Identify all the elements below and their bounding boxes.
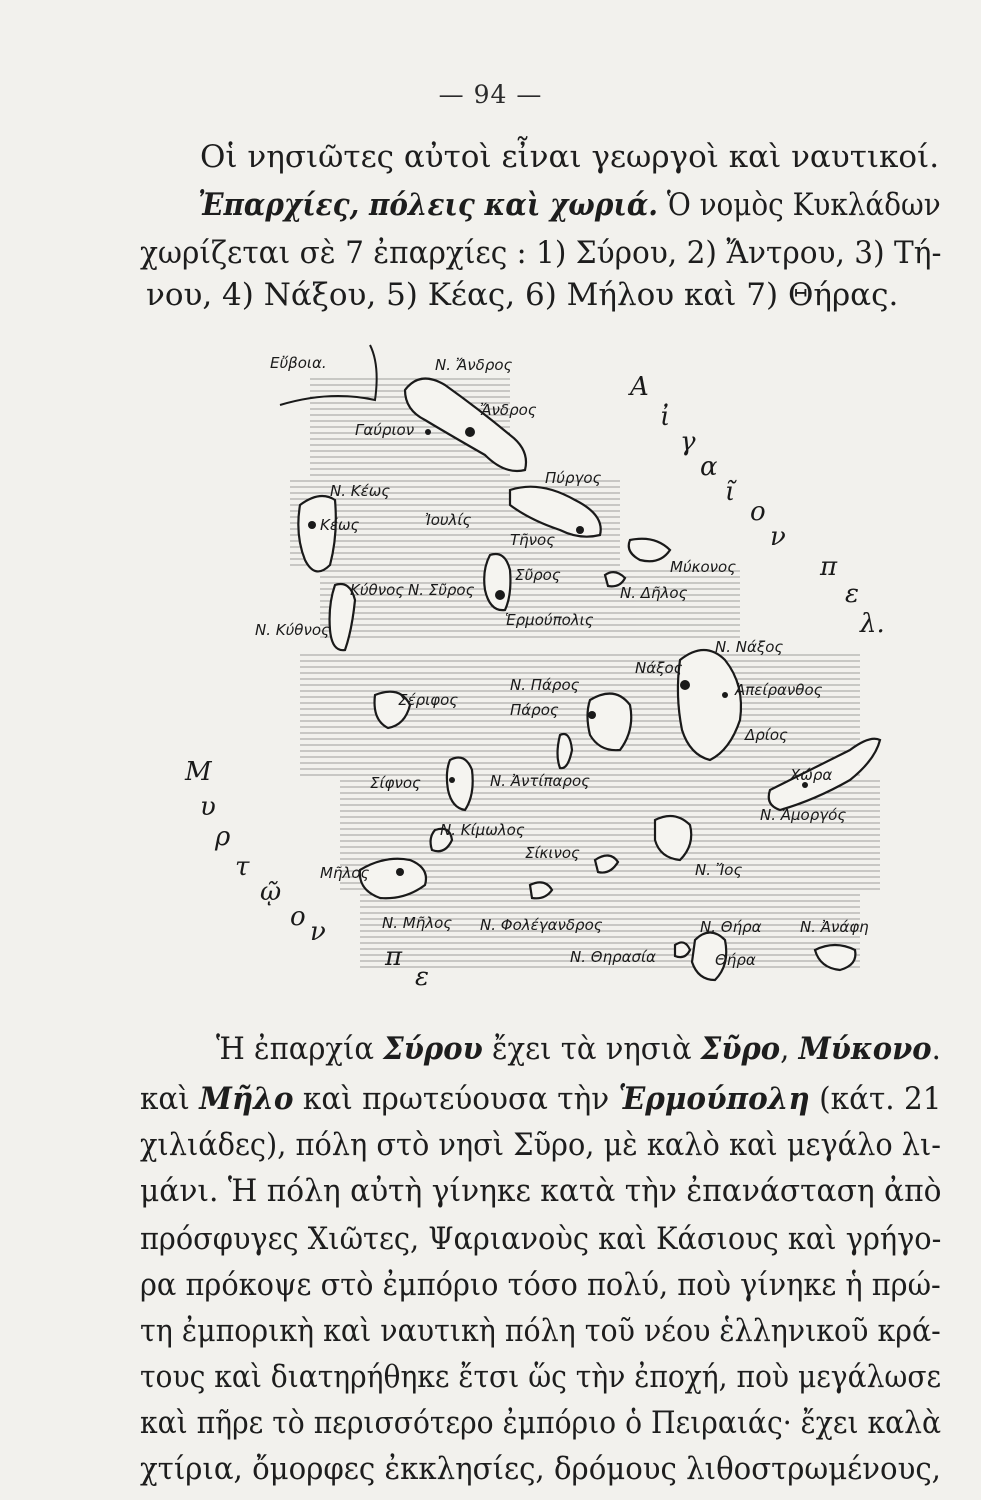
svg-text:α: α — [700, 452, 718, 482]
label-n-andros: Ν. Ἄνδρος — [435, 356, 513, 374]
text-line: τη ἐμπορικὴ καὶ ναυτικὴ πόλη τοῦ νέου ἑλληνικοῦ κρά- — [140, 1313, 941, 1349]
label-n-syros: Ν. Σῦρος — [408, 581, 475, 599]
text-line: τους καὶ διατηρήθηκε ἔτσι ὥς τὴν ἐποχή, ποὺ μεγάλωσε — [140, 1359, 942, 1395]
label-sikinos: Σίκινος — [525, 844, 580, 862]
svg-text:γ: γ — [680, 427, 696, 457]
label-mykonos: Μύκονος — [670, 558, 736, 576]
svg-text:λ.: λ. — [860, 609, 885, 639]
section-heading: Ἐπαρχίες, πόλεις καὶ χωριά. — [198, 187, 658, 223]
label-n-milos: Ν. Μῆλος — [382, 914, 453, 932]
paros-town-marker — [588, 711, 596, 719]
label-thira: Θήρα — [715, 951, 756, 969]
svg-text:ρ: ρ — [215, 822, 231, 852]
label-n-paros: Ν. Πάρος — [510, 676, 580, 694]
text-span: (κάτ. 21 — [809, 1081, 942, 1117]
svg-text:ν: ν — [310, 917, 326, 947]
svg-text:Α: Α — [630, 372, 649, 402]
emphasis: Ἑρμούπολη — [618, 1081, 810, 1117]
svg-text:Μ: Μ — [185, 757, 212, 787]
text-span: καὶ πρωτεύουσα τὴν — [293, 1081, 619, 1117]
text-line: χτίρια, ὄμορφες ἐκκλησίες, δρόμους λιθοστρωμένους, — [140, 1451, 941, 1487]
label-kythnos: Κύθνος — [350, 581, 405, 599]
text-line: Οἱ νησιῶτες αὐτοὶ εἶναι γεωργοὶ καὶ ναυτικοί. — [200, 139, 940, 175]
sifnos-town-marker — [449, 777, 455, 783]
label-n-keos: Ν. Κέως — [330, 482, 391, 500]
ermoupolis-marker — [495, 590, 505, 600]
paros-island — [588, 694, 632, 751]
label-n-amorgos: Ν. Ἀμοργός — [760, 806, 847, 824]
svg-text:ῖ: ῖ — [725, 477, 736, 507]
label-chora: Χώρα — [790, 766, 833, 784]
label-milos: Μῆλος — [320, 864, 370, 882]
label-delos: Ν. Δῆλος — [620, 584, 688, 602]
svg-text:π: π — [385, 942, 403, 972]
svg-text:π: π — [820, 552, 838, 582]
svg-text:ῷ: ῷ — [260, 877, 282, 907]
text-span: , — [780, 1031, 799, 1067]
label-ermoupolis: Ἑρμούπολις — [505, 611, 594, 629]
apeiranthos-marker — [722, 692, 728, 698]
label-evia: Εὔβοια. — [270, 354, 327, 372]
mykonos-island — [629, 539, 670, 562]
emphasis: Μύκονο — [798, 1031, 932, 1067]
label-gavrion: Γαύριον — [355, 421, 415, 439]
label-serifos: Σέριφος — [398, 691, 459, 709]
page-number: — 94 — — [438, 80, 543, 109]
cyclades-map — [160, 340, 920, 1000]
text-line: καὶ πῆρε τὸ περισσότερο ἐμπόριο ὁ Πειραιάς· ἔχει καλὰ — [140, 1405, 942, 1441]
text-line — [140, 1080, 941, 1118]
text-span: ἔχει τὰ νησιὰ — [482, 1031, 701, 1067]
text-line — [198, 186, 941, 224]
naxos-town-marker — [680, 680, 690, 690]
text-line — [216, 1030, 941, 1068]
svg-text:ε: ε — [415, 962, 429, 992]
label-sifnos: Σίφνος — [370, 774, 421, 792]
milos-town-marker — [396, 868, 404, 876]
label-n-thira: Ν. Θήρα — [700, 918, 762, 936]
emphasis: Σῦρο — [700, 1031, 781, 1067]
label-n-kimolos: Ν. Κίμωλος — [440, 821, 525, 839]
svg-text:ν: ν — [770, 522, 786, 552]
svg-text:υ: υ — [200, 792, 216, 822]
text-line: νου, 4) Νάξου, 5) Κέας, 6) Μήλου καὶ 7) Θήρας. — [146, 277, 899, 313]
emphasis: Μῆλο — [199, 1081, 294, 1117]
label-filoti: Δρίος — [745, 726, 788, 744]
tinos-town-marker — [576, 526, 584, 534]
gavrion-marker — [425, 429, 431, 435]
label-keos: Κέως — [320, 516, 360, 534]
text-line: χωρίζεται σὲ 7 ἐπαρχίες : 1) Σύρου, 2) Ἄντρου, 3) Τή- — [140, 235, 942, 271]
svg-text:ο: ο — [750, 497, 766, 527]
text-line: μάνι. Ἡ πόλη αὐτὴ γίνηκε κατὰ τὴν ἐπανάσταση ἀπὸ — [140, 1173, 942, 1209]
label-n-thirasia: Ν. Θηρασία — [570, 948, 656, 966]
label-naxos: Νάξος — [635, 659, 683, 677]
svg-text:ἰ: ἰ — [660, 402, 671, 432]
label-n-ios: Ν. Ἴος — [695, 861, 743, 879]
text-span: . — [931, 1031, 941, 1067]
svg-text:ε: ε — [845, 579, 859, 609]
emphasis: Σύρου — [383, 1031, 483, 1067]
label-pyrgos: Πύργος — [545, 469, 602, 487]
label-syros: Σῦρος — [515, 566, 561, 584]
svg-text:τ: τ — [235, 852, 250, 882]
label-n-folegandros: Ν. Φολέγανδρος — [480, 916, 603, 934]
svg-text:ο: ο — [290, 902, 306, 932]
text-span: καὶ — [140, 1081, 200, 1117]
text-span: Ὁ νομὸς Κυκλάδων — [657, 187, 941, 223]
label-n-anafi: Ν. Ἀνάφη — [800, 918, 869, 936]
label-apeiranthos: Ἀπείρανθος — [735, 681, 823, 699]
ioulis-marker — [308, 521, 316, 529]
label-paros: Πάρος — [510, 701, 559, 719]
label-tinos: Τῆνος — [510, 531, 556, 549]
andros-town-marker — [465, 427, 475, 437]
text-span: Ἡ ἐπαρχία — [216, 1031, 384, 1067]
label-n-kythnos: Ν. Κύθνος — [255, 621, 330, 639]
text-line: πρόσφυγες Χιῶτες, Ψαριανοὺς καὶ Κάσιους καὶ γρήγο- — [140, 1221, 942, 1257]
label-andros: Ἄνδρος — [480, 401, 537, 419]
text-line: ρα πρόκοψε στὸ ἐμπόριο τόσο πολύ, ποὺ γίνηκε ἡ πρώ- — [140, 1267, 941, 1303]
thirasia-island — [675, 942, 690, 957]
label-n-naxos: Ν. Νάξος — [715, 638, 784, 656]
label-n-antiparos: Ν. Ἀντίπαρος — [490, 772, 590, 790]
syros-island — [484, 554, 510, 610]
label-ioulis: Ἰουλίς — [425, 511, 472, 529]
text-line: χιλιάδες), πόλη στὸ νησὶ Σῦρο, μὲ καλὸ καὶ μεγάλο λι- — [140, 1127, 942, 1163]
